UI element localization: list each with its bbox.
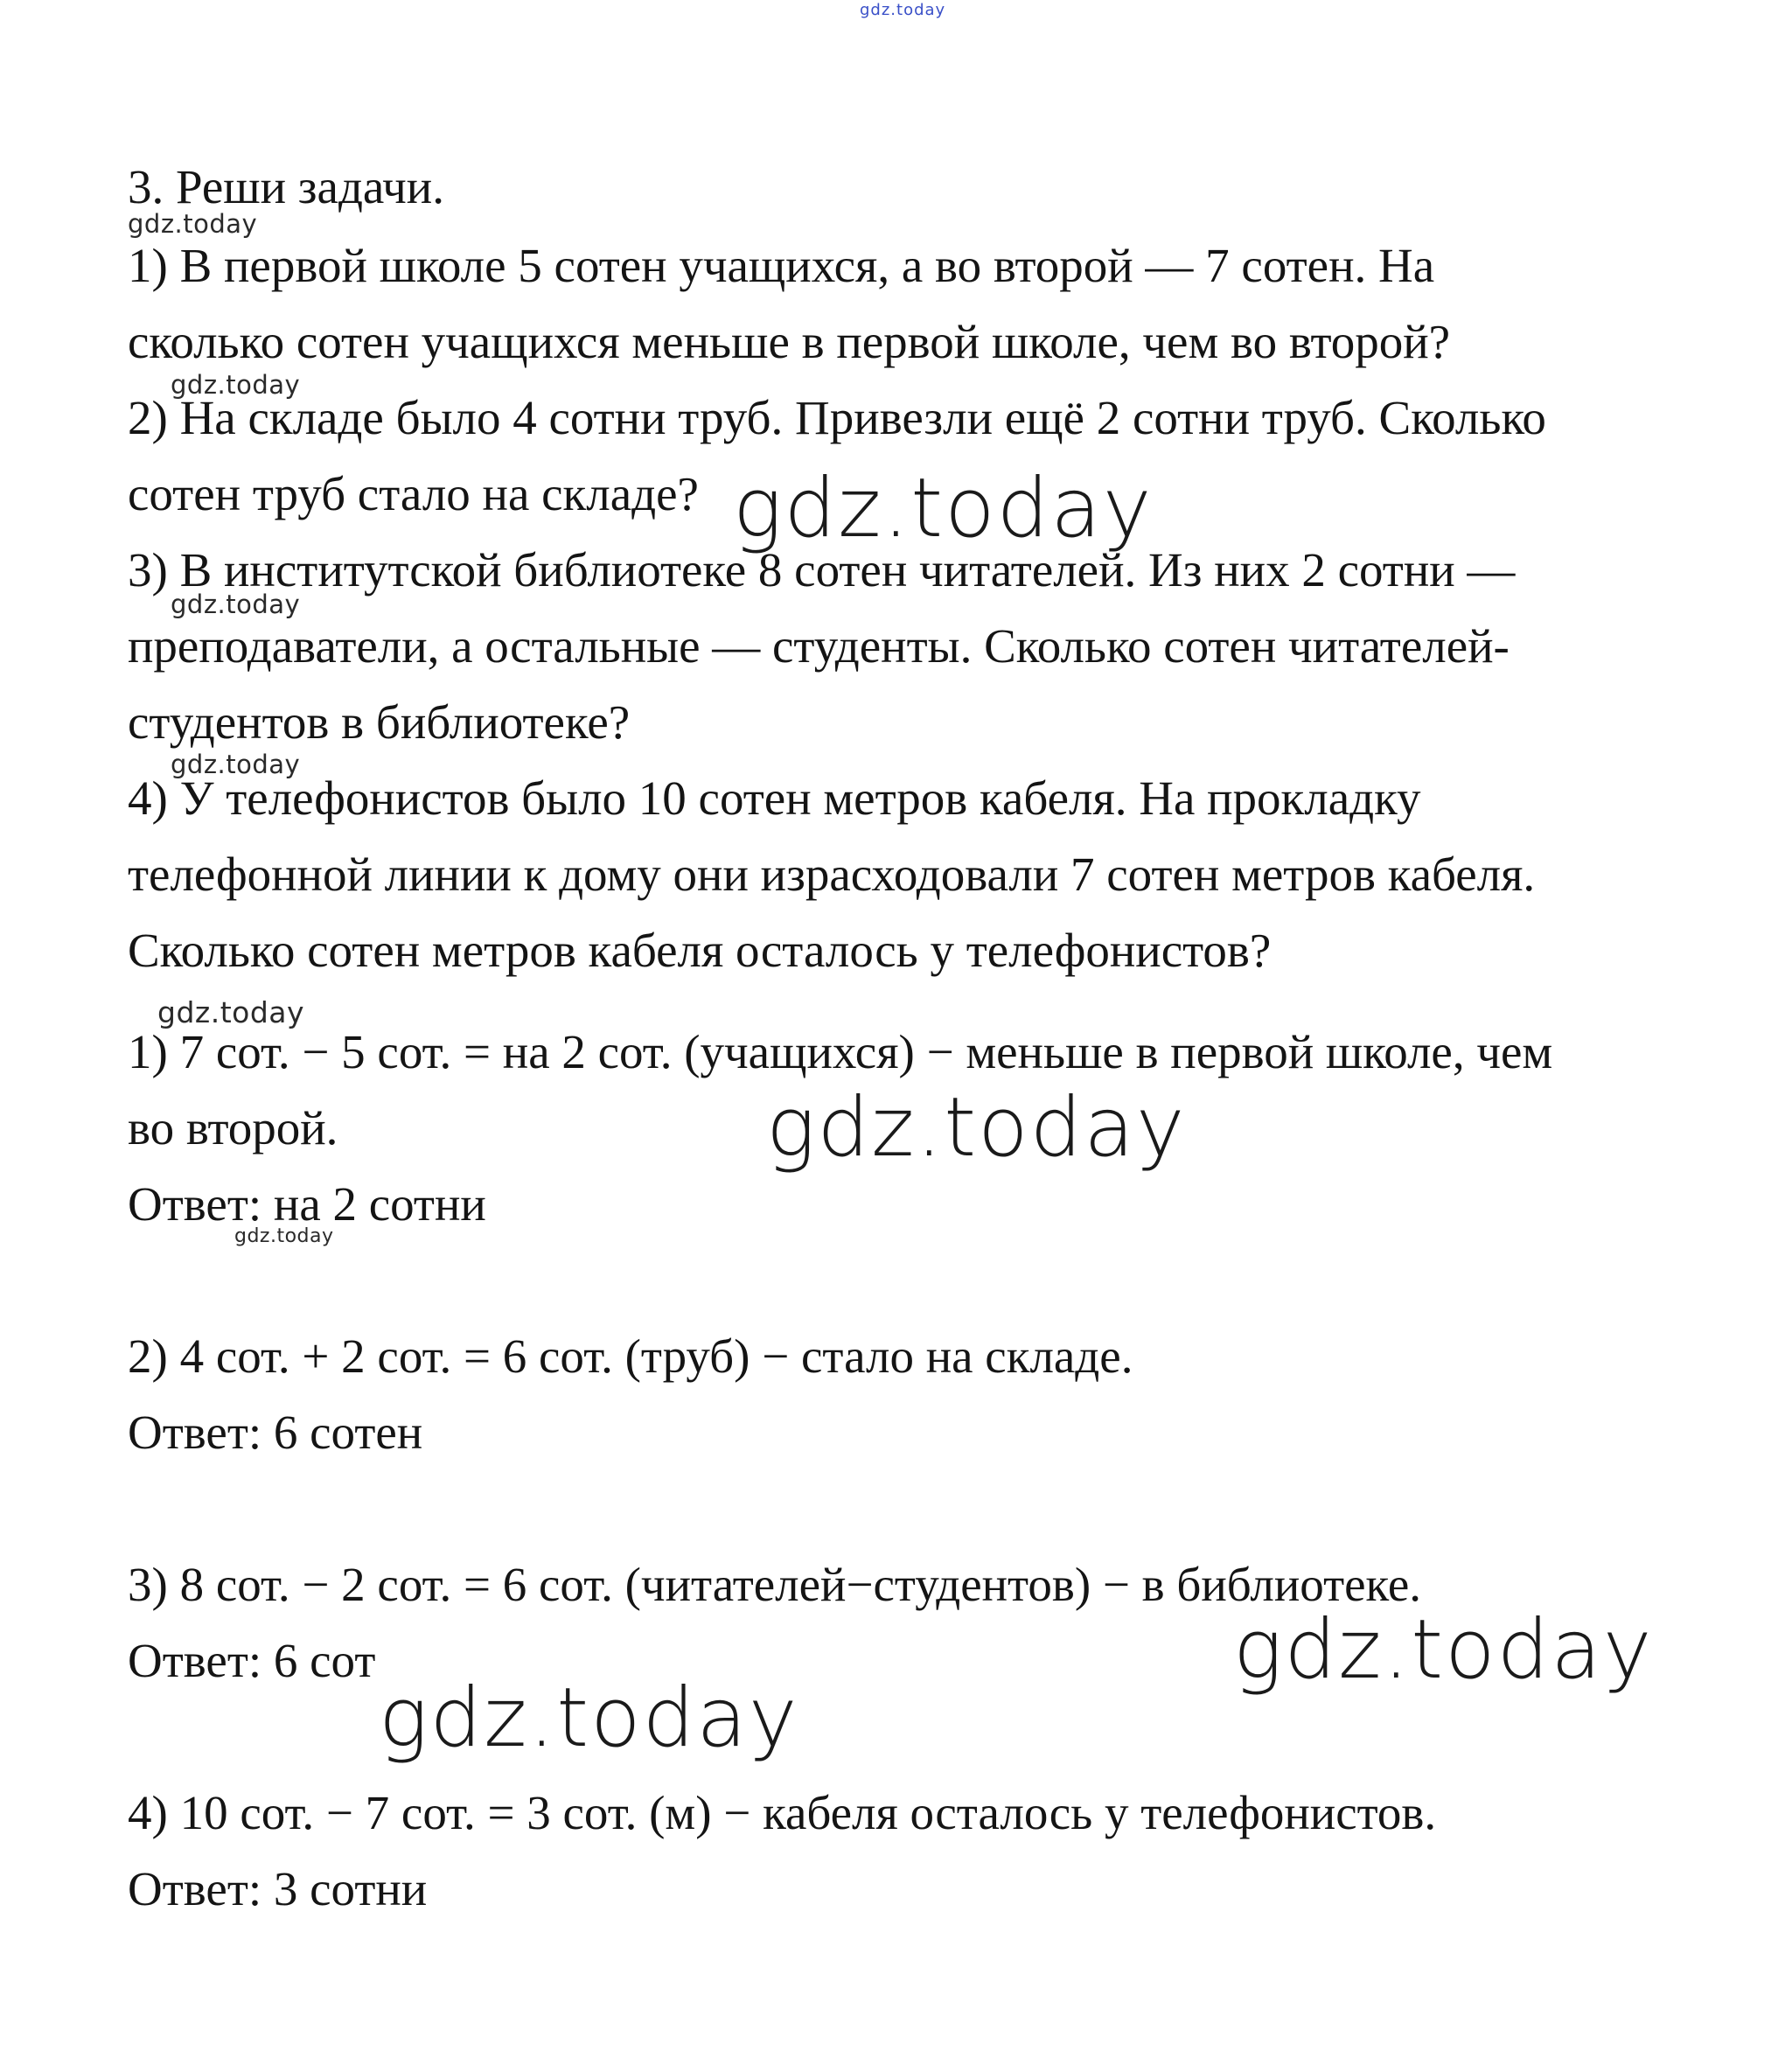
problem-3-line-3: студентов в библиотеке?: [128, 695, 631, 749]
problem-2-line-2: сотен труб стало на складе?: [128, 467, 699, 520]
solution-1-line-2: во второй.: [128, 1101, 338, 1155]
solution-1-line-1: 1) 7 сот. − 5 сот. = на 2 сот. (учащихся) − меньше в первой школе, чем: [128, 1025, 1553, 1078]
problem-4-line-3: Сколько сотен метров кабеля осталось у телефонистов?: [128, 924, 1272, 977]
watermark-small: gdz.today: [171, 590, 301, 619]
problem-3-line-2: преподаватели, а остальные — студенты. Сколько сотен читателей-: [128, 619, 1510, 673]
watermark-small: gdz.today: [171, 750, 301, 779]
task-title: 3. Реши задачи.: [128, 160, 444, 213]
solution-1-answer: Ответ: на 2 сотни: [128, 1177, 486, 1231]
watermark-small: gdz.today: [128, 209, 258, 239]
solution-2-line-1: 2) 4 сот. + 2 сот. = 6 сот. (труб) − стало на складе.: [128, 1329, 1133, 1383]
problem-1-line-2: сколько сотен учащихся меньше в первой школе, чем во второй?: [128, 315, 1451, 368]
watermark-large: gdz.today: [766, 1080, 1187, 1176]
problem-3-line-1: 3) В институтской библиотеке 8 сотен читателей. Из них 2 сотни —: [128, 543, 1516, 596]
watermark-large: gdz.today: [379, 1671, 799, 1766]
solution-2-answer: Ответ: 6 сотен: [128, 1406, 423, 1459]
watermark-small: gdz.today: [171, 370, 301, 400]
problem-4-line-2: телефонной линии к дому они израсходовали 7 сотен метров кабеля.: [128, 848, 1536, 901]
problem-4-line-1: 4) У телефонистов было 10 сотен метров кабеля. На прокладку: [128, 771, 1421, 825]
problem-1-line-1: 1) В первой школе 5 сотен учащихся, а во второй — 7 сотен. На: [128, 239, 1435, 292]
watermark-top: gdz.today: [860, 1, 946, 19]
watermark-large: gdz.today: [733, 461, 1154, 556]
solution-3-answer: Ответ: 6 сот: [128, 1634, 376, 1687]
solution-4-line-1: 4) 10 сот. − 7 сот. = 3 сот. (м) − кабеля осталось у телефонистов.: [128, 1786, 1437, 1839]
watermark-small: gdz.today: [157, 995, 305, 1029]
watermark-large: gdz.today: [1233, 1602, 1654, 1698]
watermark-small: gdz.today: [234, 1225, 334, 1247]
solution-3-line-1: 3) 8 сот. − 2 сот. = 6 сот. (читателей−студентов) − в библиотеке.: [128, 1558, 1422, 1611]
problem-2-line-1: 2) На складе было 4 сотни труб. Привезли ещё 2 сотни труб. Сколько: [128, 391, 1546, 444]
solution-4-answer: Ответ: 3 сотни: [128, 1862, 428, 1915]
